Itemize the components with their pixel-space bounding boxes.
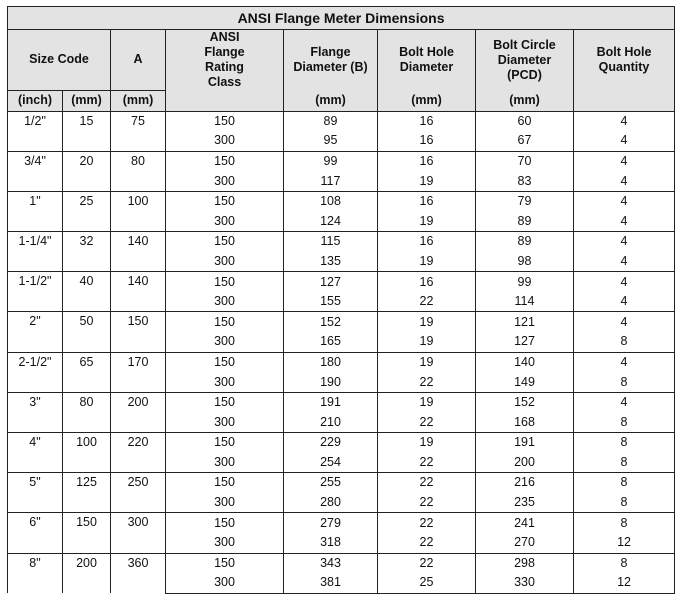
pcd-cell: 241 (476, 513, 574, 533)
pcd-cell: 235 (476, 493, 574, 513)
table-row (8, 433, 675, 453)
bolt-hole-quantity-cell: 4 (574, 111, 675, 131)
flange-diameter-cell: 191 (284, 392, 378, 412)
flange-diameter-cell: 210 (284, 412, 378, 432)
a-cell: 200 (111, 392, 166, 432)
pcd-cell: 216 (476, 473, 574, 493)
bolt-hole-diameter-cell: 19 (378, 252, 476, 272)
bolt-hole-diameter-cell: 22 (378, 553, 476, 573)
flange-diameter-cell: 280 (284, 493, 378, 513)
size-inch-cell: 8" (8, 553, 63, 593)
a-cell: 220 (111, 433, 166, 473)
bolt-hole-diameter-cell: 25 (378, 573, 476, 593)
bolt-hole-quantity-cell: 4 (574, 272, 675, 292)
bolt-hole-quantity-cell: 4 (574, 191, 675, 211)
table-row (8, 553, 675, 573)
rating-class-cell: 300 (166, 372, 284, 392)
pcd-cell: 67 (476, 131, 574, 151)
size-inch-cell: 2-1/2" (8, 352, 63, 392)
a-cell: 140 (111, 232, 166, 272)
unit-flange-mm: (mm) (284, 90, 378, 111)
rating-class-cell: 150 (166, 352, 284, 372)
pcd-cell: 121 (476, 312, 574, 332)
flange-diameter-cell: 229 (284, 433, 378, 453)
bolt-hole-quantity-cell: 4 (574, 171, 675, 191)
size-mm-cell: 40 (63, 272, 111, 312)
flange-diameter-cell: 135 (284, 252, 378, 272)
a-cell: 75 (111, 111, 166, 151)
bolt-hole-diameter-cell: 16 (378, 131, 476, 151)
size-mm-cell: 20 (63, 151, 111, 191)
a-cell: 80 (111, 151, 166, 191)
table-row (8, 151, 675, 171)
bolt-hole-diameter-cell: 16 (378, 232, 476, 252)
size-inch-cell: 6" (8, 513, 63, 553)
bolt-hole-diameter-cell: 19 (378, 352, 476, 372)
bolt-hole-diameter-cell: 22 (378, 473, 476, 493)
size-inch-cell: 1" (8, 191, 63, 231)
pcd-cell: 83 (476, 171, 574, 191)
size-mm-cell: 100 (63, 433, 111, 473)
unit-inch: (inch) (8, 90, 63, 111)
pcd-cell: 168 (476, 412, 574, 432)
bolt-hole-diameter-cell: 19 (378, 312, 476, 332)
pcd-cell: 89 (476, 211, 574, 231)
table-row (8, 352, 675, 372)
bolt-hole-quantity-cell: 4 (574, 252, 675, 272)
flange-diameter-cell: 152 (284, 312, 378, 332)
flange-diameter-cell: 165 (284, 332, 378, 352)
size-mm-cell: 65 (63, 352, 111, 392)
a-cell: 100 (111, 191, 166, 231)
header-flange-diameter: Flange Diameter (B) (284, 30, 378, 91)
bolt-hole-diameter-cell: 19 (378, 171, 476, 191)
table-row (8, 111, 675, 131)
header-rating-class: ANSI Flange Rating Class (166, 30, 284, 91)
flange-diameter-cell: 89 (284, 111, 378, 131)
rating-class-cell: 150 (166, 111, 284, 131)
size-inch-cell: 3" (8, 392, 63, 432)
flange-diameter-cell: 180 (284, 352, 378, 372)
unit-pcd-mm: (mm) (476, 90, 574, 111)
bolt-hole-quantity-cell: 4 (574, 232, 675, 252)
bolt-hole-diameter-cell: 22 (378, 533, 476, 553)
pcd-cell: 149 (476, 372, 574, 392)
pcd-cell: 270 (476, 533, 574, 553)
bolt-hole-quantity-cell: 8 (574, 493, 675, 513)
rating-class-cell: 150 (166, 553, 284, 573)
rating-class-cell: 150 (166, 392, 284, 412)
bolt-hole-diameter-cell: 16 (378, 272, 476, 292)
a-cell: 360 (111, 553, 166, 593)
bolt-hole-quantity-cell: 12 (574, 533, 675, 553)
size-mm-cell: 25 (63, 191, 111, 231)
table-title: ANSI Flange Meter Dimensions (8, 7, 675, 30)
bolt-hole-diameter-cell: 19 (378, 392, 476, 412)
bolt-hole-quantity-cell: 12 (574, 573, 675, 593)
bolt-hole-diameter-cell: 16 (378, 191, 476, 211)
pcd-cell: 152 (476, 392, 574, 412)
size-inch-cell: 1-1/2" (8, 272, 63, 312)
rating-class-cell: 300 (166, 332, 284, 352)
rating-class-cell: 150 (166, 191, 284, 211)
bolt-hole-quantity-cell: 4 (574, 352, 675, 372)
pcd-cell: 140 (476, 352, 574, 372)
unit-quantity-blank (574, 90, 675, 111)
bolt-hole-quantity-cell: 8 (574, 473, 675, 493)
pcd-cell: 200 (476, 453, 574, 473)
unit-rating-blank (166, 90, 284, 111)
bolt-hole-quantity-cell: 8 (574, 412, 675, 432)
table-row (8, 473, 675, 493)
rating-class-cell: 300 (166, 292, 284, 312)
flange-diameter-cell: 255 (284, 473, 378, 493)
rating-class-cell: 150 (166, 272, 284, 292)
pcd-cell: 114 (476, 292, 574, 312)
pcd-cell: 98 (476, 252, 574, 272)
size-mm-cell: 32 (63, 232, 111, 272)
pcd-cell: 298 (476, 553, 574, 573)
bolt-hole-quantity-cell: 4 (574, 151, 675, 171)
bolt-hole-quantity-cell: 8 (574, 332, 675, 352)
rating-class-cell: 150 (166, 312, 284, 332)
pcd-cell: 191 (476, 433, 574, 453)
rating-class-cell: 150 (166, 473, 284, 493)
bolt-hole-quantity-cell: 4 (574, 211, 675, 231)
table-row (8, 191, 675, 211)
flange-diameter-cell: 190 (284, 372, 378, 392)
size-mm-cell: 80 (63, 392, 111, 432)
bolt-hole-quantity-cell: 8 (574, 372, 675, 392)
a-cell: 140 (111, 272, 166, 312)
bolt-hole-diameter-cell: 22 (378, 292, 476, 312)
size-inch-cell: 4" (8, 433, 63, 473)
table-body (8, 111, 675, 593)
unit-bolt-hole-mm: (mm) (378, 90, 476, 111)
bolt-hole-quantity-cell: 8 (574, 433, 675, 453)
bolt-hole-diameter-cell: 19 (378, 433, 476, 453)
flange-diameter-cell: 343 (284, 553, 378, 573)
flange-diameter-cell: 155 (284, 292, 378, 312)
a-cell: 150 (111, 312, 166, 352)
header-pcd: Bolt Circle Diameter (PCD) (476, 30, 574, 91)
pcd-cell: 99 (476, 272, 574, 292)
header-bolt-hole-diameter: Bolt Hole Diameter (378, 30, 476, 91)
rating-class-cell: 300 (166, 211, 284, 231)
size-mm-cell: 150 (63, 513, 111, 553)
size-inch-cell: 3/4" (8, 151, 63, 191)
size-mm-cell: 125 (63, 473, 111, 513)
pcd-cell: 89 (476, 232, 574, 252)
header-a: A (111, 30, 166, 91)
bolt-hole-quantity-cell: 4 (574, 392, 675, 412)
bolt-hole-diameter-cell: 16 (378, 111, 476, 131)
flange-diameter-cell: 127 (284, 272, 378, 292)
header-size-code: Size Code (8, 30, 111, 91)
a-cell: 300 (111, 513, 166, 553)
flange-dimensions-table (7, 6, 675, 594)
bolt-hole-diameter-cell: 19 (378, 332, 476, 352)
flange-diameter-cell: 318 (284, 533, 378, 553)
a-cell: 170 (111, 352, 166, 392)
flange-diameter-cell: 95 (284, 131, 378, 151)
rating-class-cell: 300 (166, 252, 284, 272)
table-row (8, 272, 675, 292)
flange-diameter-cell: 381 (284, 573, 378, 593)
rating-class-cell: 150 (166, 232, 284, 252)
rating-class-cell: 150 (166, 151, 284, 171)
table-row (8, 232, 675, 252)
size-mm-cell: 50 (63, 312, 111, 352)
bolt-hole-quantity-cell: 8 (574, 513, 675, 533)
size-mm-cell: 200 (63, 553, 111, 593)
unit-size-mm: (mm) (63, 90, 111, 111)
bolt-hole-quantity-cell: 8 (574, 453, 675, 473)
rating-class-cell: 300 (166, 171, 284, 191)
bolt-hole-diameter-cell: 19 (378, 211, 476, 231)
a-cell: 250 (111, 473, 166, 513)
table-row (8, 312, 675, 332)
size-inch-cell: 1/2" (8, 111, 63, 151)
rating-class-cell: 150 (166, 513, 284, 533)
flange-dimensions-document (7, 6, 674, 594)
bolt-hole-diameter-cell: 22 (378, 513, 476, 533)
unit-a-mm: (mm) (111, 90, 166, 111)
rating-class-cell: 300 (166, 533, 284, 553)
pcd-cell: 127 (476, 332, 574, 352)
rating-class-cell: 150 (166, 433, 284, 453)
rating-class-cell: 300 (166, 453, 284, 473)
size-inch-cell: 5" (8, 473, 63, 513)
flange-diameter-cell: 99 (284, 151, 378, 171)
bolt-hole-diameter-cell: 22 (378, 412, 476, 432)
rating-class-cell: 300 (166, 412, 284, 432)
header-bolt-hole-quantity: Bolt Hole Quantity (574, 30, 675, 91)
bolt-hole-quantity-cell: 4 (574, 312, 675, 332)
flange-diameter-cell: 115 (284, 232, 378, 252)
rating-class-cell: 300 (166, 493, 284, 513)
bolt-hole-quantity-cell: 8 (574, 553, 675, 573)
pcd-cell: 70 (476, 151, 574, 171)
flange-diameter-cell: 254 (284, 453, 378, 473)
size-inch-cell: 1-1/4" (8, 232, 63, 272)
pcd-cell: 79 (476, 191, 574, 211)
bolt-hole-diameter-cell: 22 (378, 453, 476, 473)
pcd-cell: 60 (476, 111, 574, 131)
bolt-hole-quantity-cell: 4 (574, 292, 675, 312)
pcd-cell: 330 (476, 573, 574, 593)
bolt-hole-diameter-cell: 16 (378, 151, 476, 171)
table-row (8, 392, 675, 412)
flange-diameter-cell: 279 (284, 513, 378, 533)
bolt-hole-diameter-cell: 22 (378, 493, 476, 513)
table-row (8, 513, 675, 533)
flange-diameter-cell: 124 (284, 211, 378, 231)
bolt-hole-diameter-cell: 22 (378, 372, 476, 392)
flange-diameter-cell: 117 (284, 171, 378, 191)
size-mm-cell: 15 (63, 111, 111, 151)
size-inch-cell: 2" (8, 312, 63, 352)
bolt-hole-quantity-cell: 4 (574, 131, 675, 151)
rating-class-cell: 300 (166, 131, 284, 151)
flange-diameter-cell: 108 (284, 191, 378, 211)
rating-class-cell: 300 (166, 573, 284, 593)
